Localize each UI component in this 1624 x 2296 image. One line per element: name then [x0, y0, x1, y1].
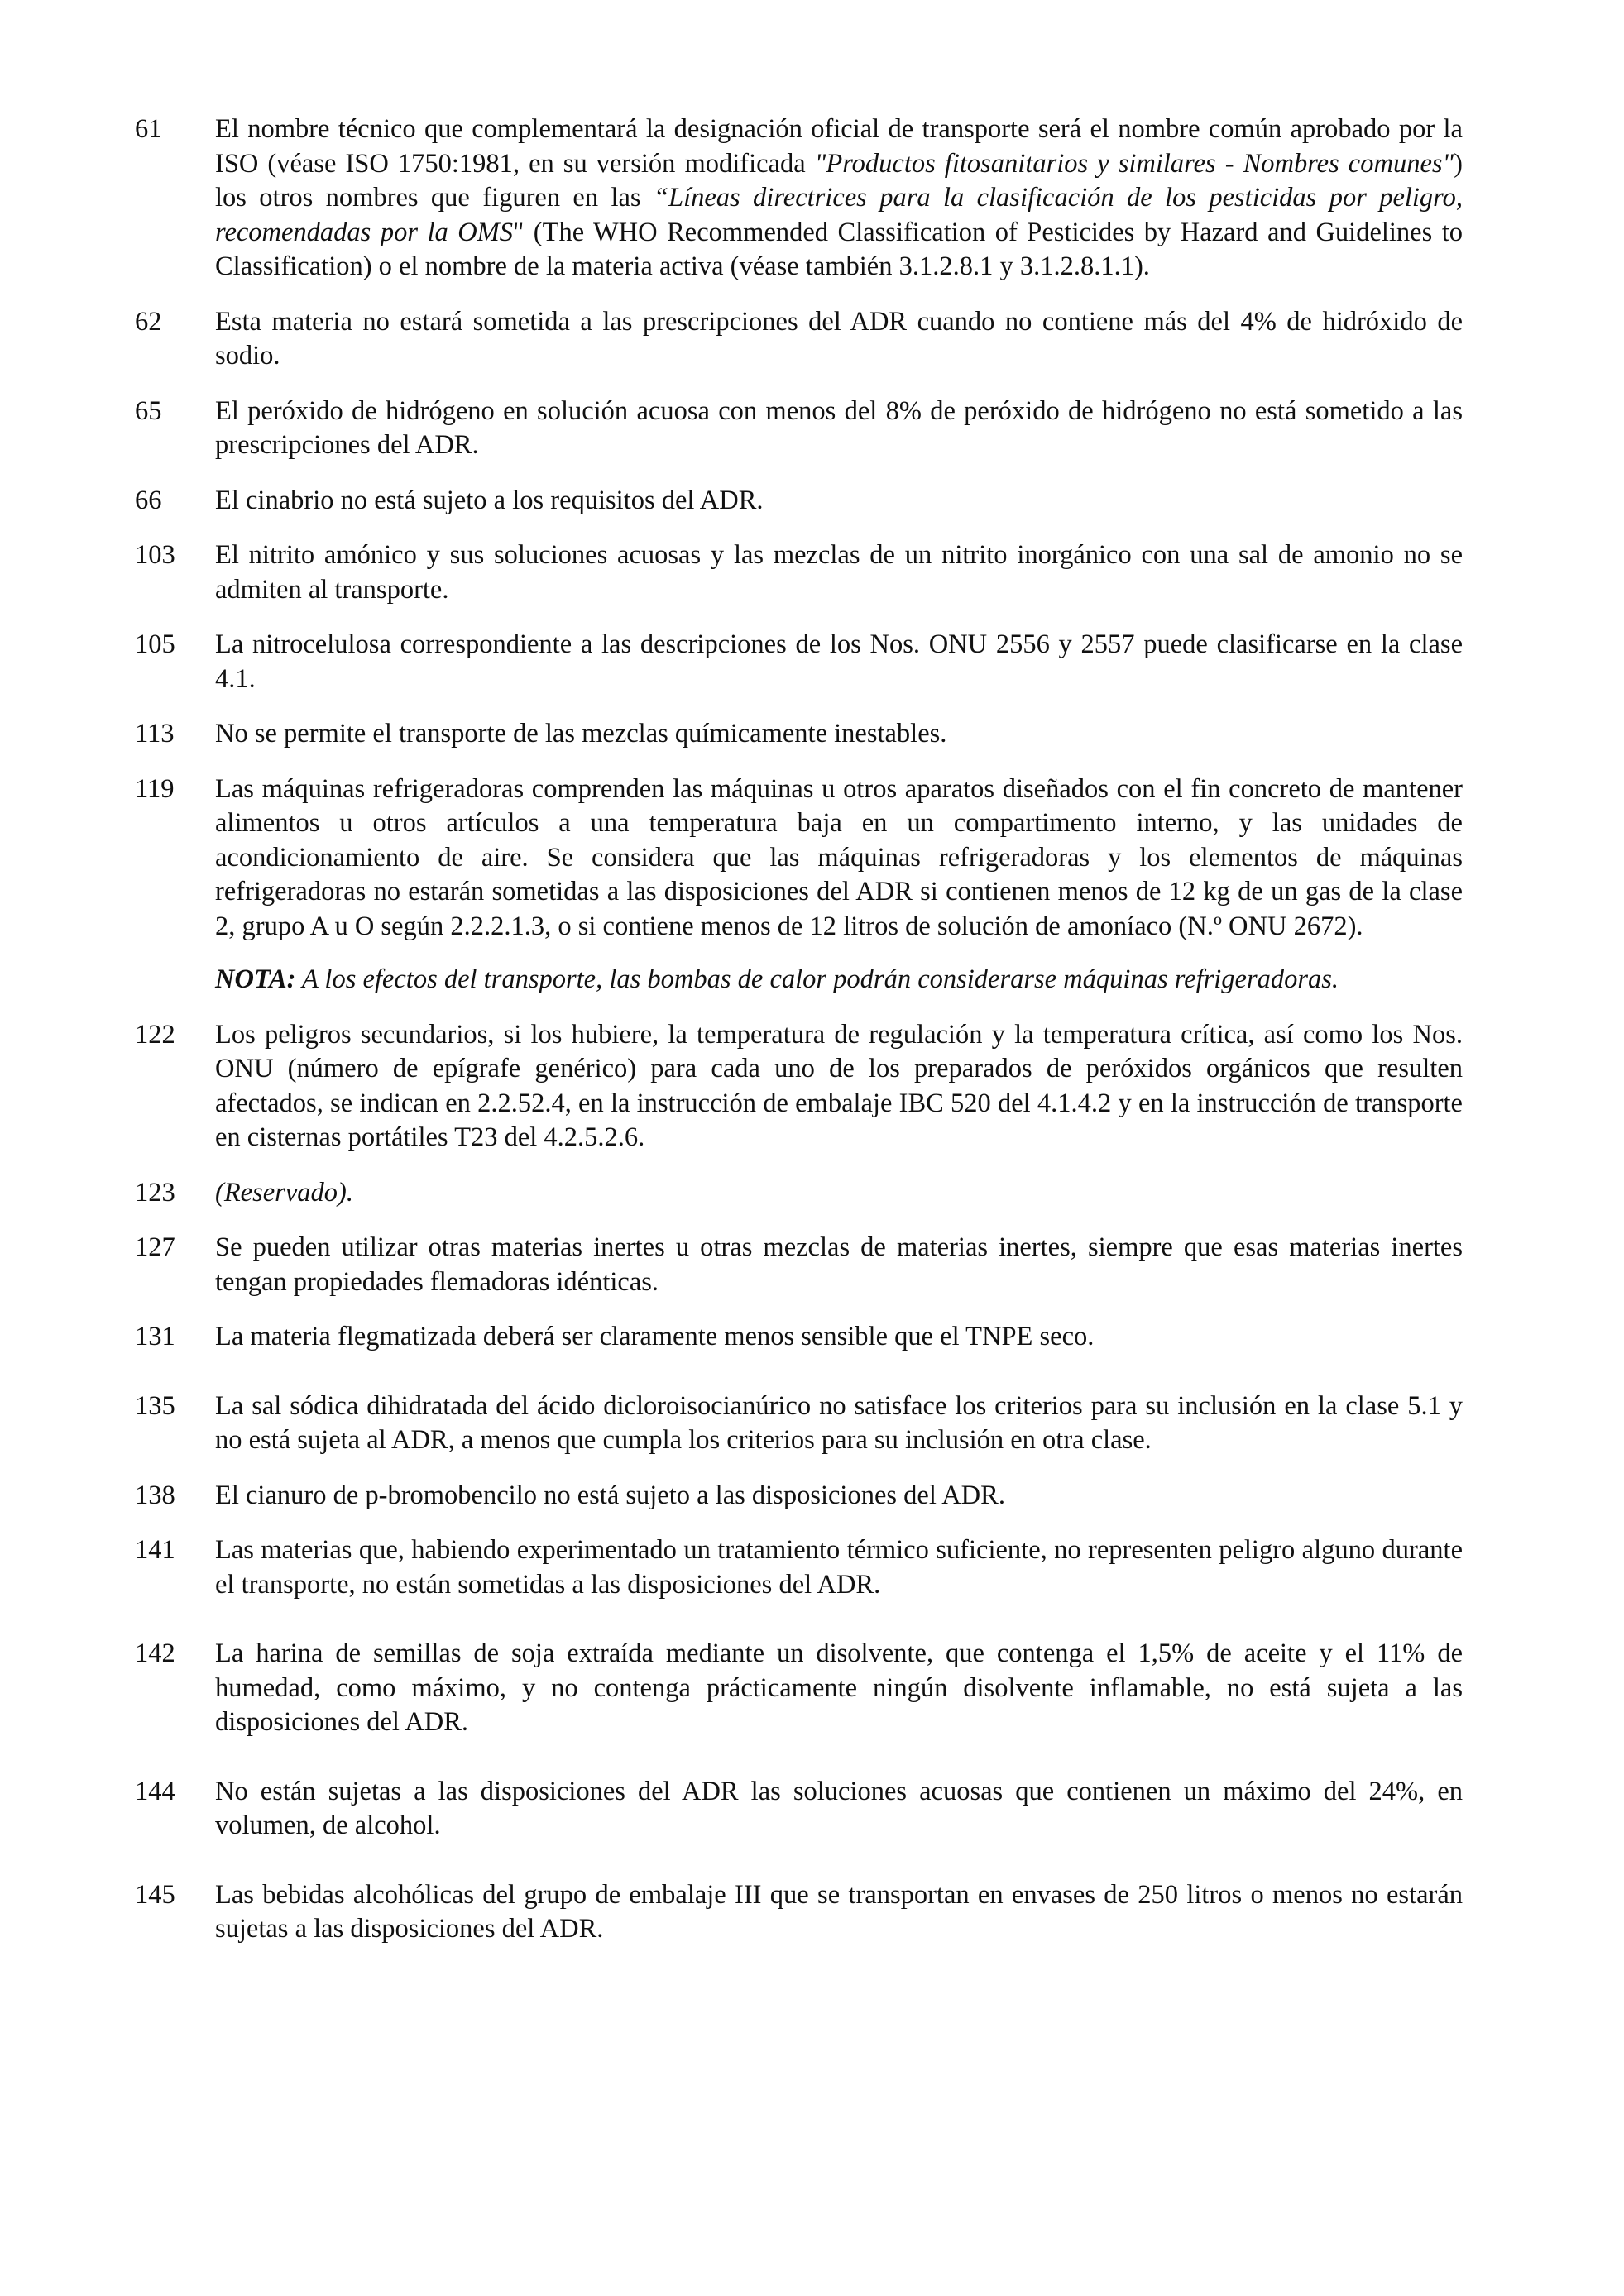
provision-note: [215, 963, 1463, 997]
provision-text: El peróxido de hidrógeno en solución acuosa con menos del 8% de peróxido de hidrógeno no está sometido a las prescripciones del ADR.: [215, 395, 1463, 460]
provision-text: [215, 112, 1463, 285]
provision-text: La sal sódica dihidratada del ácido dicloroisocianúrico no satisface los criterios para su inclusión en la clase 5.1 y no está sujeta al ADR, a menos que cumpla los criterios para su inclusión en otra clase.: [215, 1390, 1463, 1455]
provision-number: 113: [135, 719, 175, 749]
provision-text: La nitrocelulosa correspondiente a las descripciones de los Nos. ONU 2556 y 2557 puede clasificarse en la clase 4.1.: [215, 629, 1463, 694]
provision-number: 105: [135, 629, 175, 659]
provision-131: [0, 1320, 1624, 1355]
text-segment: ) los otros nombres que figuren en las: [215, 148, 1463, 213]
provision-text: Las bebidas alcohólicas del grupo de embalaje III que se transportan en envases de 250 litros o menos no estarán sujetas a las disposiciones del ADR.: [215, 1879, 1463, 1944]
note-label: NOTA:: [215, 964, 296, 994]
provision-113: [0, 717, 1624, 752]
provision-number: 131: [135, 1322, 175, 1351]
provision-127: [0, 1231, 1624, 1299]
provision-61: [0, 112, 1624, 285]
provision-number: 145: [135, 1879, 175, 1910]
provision-text: El nitrito amónico y sus soluciones acuosas y las mezclas de un nitrito inorgánico con una sal de amonio no se admiten al transporte.: [215, 540, 1463, 605]
provision-103: [0, 538, 1624, 607]
provision-text: No están sujetas a las disposiciones del ADR las soluciones acuosas que contienen un máximo del 24%, en volumen, de alcohol.: [215, 1776, 1463, 1840]
provision-text: Las materias que, habiendo experimentado un tratamiento térmico suficiente, no representen peligro alguno durante el transporte, no están sometidas a las disposiciones del ADR.: [215, 1535, 1463, 1600]
provision-135: [0, 1390, 1624, 1458]
provision-65: [0, 395, 1624, 463]
provision-text: Se pueden utilizar otras materias inertes u otras mezclas de materias inertes, siempre que esas materias inertes tengan propiedades flemadoras idénticas.: [215, 1232, 1463, 1297]
provision-number: 142: [135, 1638, 175, 1668]
provision-number: 62: [135, 306, 162, 337]
provision-142: [0, 1637, 1624, 1740]
provision-138: [0, 1479, 1624, 1514]
provision-number: 138: [135, 1480, 175, 1510]
text-segment: " (The WHO Recommended Classification of Pesticides by Hazard and Guidelines to Classification) o el nombre de la materia activa (véase también 3.1.2.8.1 y 3.1.2.8.1.1).: [215, 217, 1464, 281]
provision-number: 141: [135, 1535, 175, 1565]
provision-number: 65: [135, 395, 162, 426]
provision-119: [0, 773, 1624, 997]
provision-number: 61: [135, 114, 162, 144]
provision-text: Esta materia no estará sometida a las prescripciones del ADR cuando no contiene más del 4% de hidróxido de sodio.: [215, 306, 1463, 371]
provision-122: [0, 1018, 1624, 1155]
provision-text: Las máquinas refrigeradoras comprenden las máquinas u otros aparatos diseñados con el fin concreto de mantener alimentos u otros artículos a una temperatura baja en un compartimento interno, y las unidades de acondicionamiento de aire. Se considera que las máquinas refrigeradoras y los elementos de máquinas refrigeradoras no estarán sometidas a las disposiciones del ADR si contienen menos de 12 kg de un gas de la clase 2, grupo A u O según 2.2.2.1.3, o si contiene menos de 12 litros de solución de amoníaco (N.º ONU 2672). NOTA: A los efectos del transporte, las bombas de calor podrán considerarse máquinas refrigeradoras.: [215, 773, 1463, 997]
provision-number: 144: [135, 1776, 175, 1806]
provision-text: El cianuro de p-bromobencilo no está sujeto a las disposiciones del ADR.: [215, 1480, 1005, 1510]
note-text: A los efectos del transporte, las bombas de calor podrán considerarse máquinas refrigeradoras.: [295, 964, 1339, 994]
provision-number: 122: [135, 1019, 175, 1050]
provision-62: [0, 305, 1624, 374]
provision-145: [0, 1878, 1624, 1947]
provision-text: No se permite el transporte de las mezclas químicamente inestables.: [215, 719, 947, 749]
provision-text: (Reservado).: [215, 1177, 353, 1208]
provision-number: 127: [135, 1232, 175, 1262]
italic-segment: “Líneas directrices para la clasificación de los pesticidas por peligro, recomendadas por la OMS: [215, 183, 1464, 247]
provision-66: [0, 484, 1624, 519]
provision-text: El cinabrio no está sujeto a los requisitos del ADR.: [215, 485, 764, 515]
provision-number: 135: [135, 1390, 175, 1421]
provision-text: La harina de semillas de soja extraída mediante un disolvente, que contenga el 1,5% de aceite y el 11% de humedad, como máximo, y no contenga prácticamente ningún disolvente inflamable, no está sujeta a las disposiciones del ADR.: [215, 1638, 1463, 1737]
provision-number: 66: [135, 485, 162, 515]
italic-segment: "Productos fitosanitarios y similares - Nombres comunes": [814, 148, 1454, 179]
provision-number: 123: [135, 1177, 175, 1208]
provision-number: 103: [135, 540, 175, 570]
provision-144: [0, 1775, 1624, 1844]
provision-text: La materia flegmatizada deberá ser claramente menos sensible que el TNPE seco.: [215, 1322, 1095, 1351]
text-segment: El nombre técnico que complementará la designación oficial de transporte será el nombre común aprobado por la ISO (véase ISO 1750:1981, en su versión modificada: [215, 114, 1463, 179]
provision-text: Los peligros secundarios, si los hubiere, la temperatura de regulación y la temperatura crítica, así como los Nos. ONU (número de epígrafe genérico) para cada uno de los preparados de peróxidos orgánicos que resulten afectados, se indican en 2.2.52.4, en la instrucción de embalaje IBC 520 del 4.1.4.2 y en la instrucción de transporte en cisternas portátiles T23 del 4.2.5.2.6.: [215, 1019, 1463, 1152]
provision-number: 119: [135, 773, 175, 804]
provision-141: [0, 1533, 1624, 1602]
provision-105: [0, 628, 1624, 696]
provision-123: [0, 1176, 1624, 1211]
